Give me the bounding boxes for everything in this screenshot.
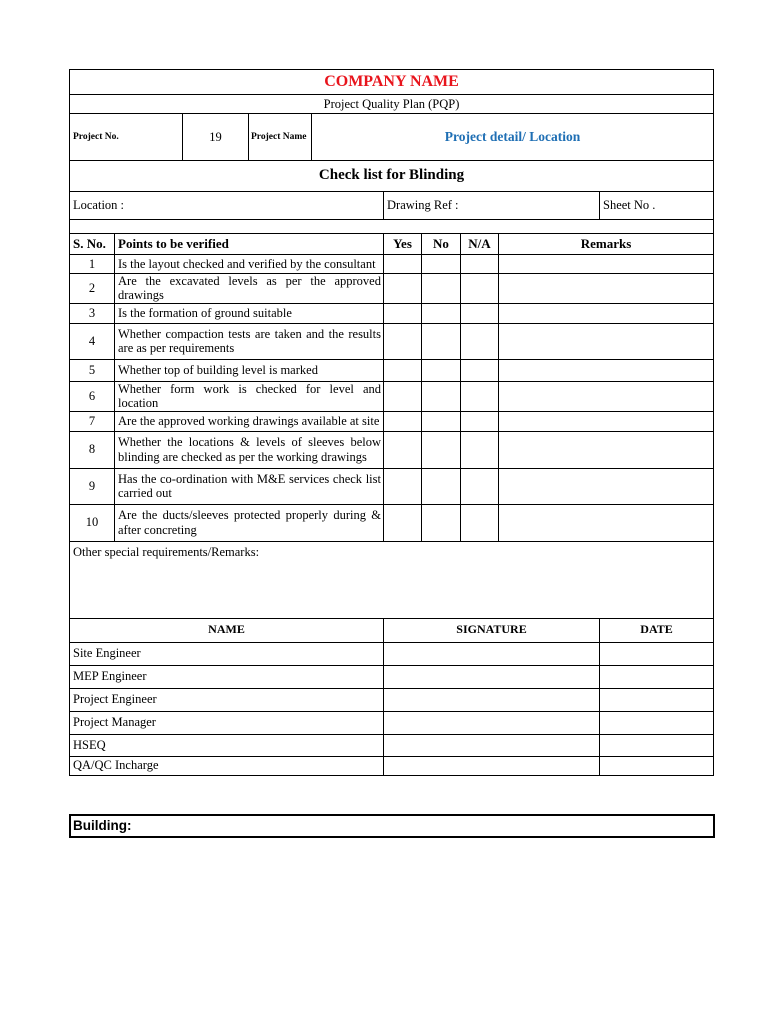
na-cell[interactable] <box>461 274 499 304</box>
sheet-no-field[interactable]: Sheet No . <box>600 192 714 220</box>
date-cell[interactable] <box>600 642 714 665</box>
signoff-row <box>70 642 714 665</box>
date-cell[interactable] <box>600 734 714 756</box>
remarks-area[interactable]: Other special requirements/Remarks: <box>70 541 714 618</box>
signature-cell[interactable] <box>384 642 600 665</box>
no-cell[interactable] <box>422 411 461 431</box>
no-cell[interactable] <box>422 303 461 323</box>
signoff-row <box>70 665 714 688</box>
building-field[interactable]: Building: <box>69 814 715 838</box>
row-point: Are the excavated levels as per the approved drawings <box>115 274 384 304</box>
table-row <box>70 504 714 541</box>
remarks-cell[interactable] <box>499 255 714 274</box>
yes-cell[interactable] <box>384 411 422 431</box>
remarks-cell[interactable] <box>499 274 714 304</box>
table-row <box>70 431 714 468</box>
yes-cell[interactable] <box>384 274 422 304</box>
yes-cell[interactable] <box>384 468 422 504</box>
na-cell[interactable] <box>461 504 499 541</box>
plan-title: Project Quality Plan (PQP) <box>70 95 714 114</box>
signoff-role: Project Engineer <box>70 688 384 711</box>
remarks-cell[interactable] <box>499 323 714 359</box>
table-row <box>70 411 714 431</box>
signature-cell[interactable] <box>384 756 600 775</box>
signoff-row <box>70 711 714 734</box>
signoff-role: Project Manager <box>70 711 384 734</box>
project-no-label: Project No. <box>70 114 183 161</box>
location-field[interactable]: Location : <box>70 192 384 220</box>
yes-cell[interactable] <box>384 504 422 541</box>
row-sno: 5 <box>70 359 115 381</box>
signature-cell[interactable] <box>384 688 600 711</box>
table-row <box>70 381 714 411</box>
signoff-col-date: DATE <box>600 618 714 642</box>
date-cell[interactable] <box>600 688 714 711</box>
col-na: N/A <box>461 234 499 255</box>
na-cell[interactable] <box>461 381 499 411</box>
no-cell[interactable] <box>422 468 461 504</box>
checklist-form <box>69 69 713 776</box>
col-points: Points to be verified <box>115 234 384 255</box>
remarks-cell[interactable] <box>499 468 714 504</box>
row-point: Has the co-ordination with M&E services check list carried out <box>115 468 384 504</box>
signature-cell[interactable] <box>384 734 600 756</box>
yes-cell[interactable] <box>384 323 422 359</box>
signoff-role: MEP Engineer <box>70 665 384 688</box>
col-remarks: Remarks <box>499 234 714 255</box>
row-sno: 4 <box>70 323 115 359</box>
yes-cell[interactable] <box>384 359 422 381</box>
remarks-cell[interactable] <box>499 504 714 541</box>
signoff-col-signature: SIGNATURE <box>384 618 600 642</box>
date-cell[interactable] <box>600 665 714 688</box>
row-sno: 6 <box>70 381 115 411</box>
row-sno: 1 <box>70 255 115 274</box>
yes-cell[interactable] <box>384 303 422 323</box>
na-cell[interactable] <box>461 411 499 431</box>
date-cell[interactable] <box>600 756 714 775</box>
form-table <box>69 69 714 776</box>
no-cell[interactable] <box>422 504 461 541</box>
col-no: No <box>422 234 461 255</box>
project-no-value: 19 <box>183 114 249 161</box>
row-sno: 10 <box>70 504 115 541</box>
table-row <box>70 303 714 323</box>
no-cell[interactable] <box>422 431 461 468</box>
row-point: Whether the locations & levels of sleeves below blinding are checked as per the working drawings <box>115 431 384 468</box>
remarks-cell[interactable] <box>499 381 714 411</box>
drawing-ref-field[interactable]: Drawing Ref : <box>384 192 600 220</box>
spacer-row <box>70 220 714 234</box>
na-cell[interactable] <box>461 431 499 468</box>
na-cell[interactable] <box>461 323 499 359</box>
yes-cell[interactable] <box>384 255 422 274</box>
signature-cell[interactable] <box>384 665 600 688</box>
remarks-cell[interactable] <box>499 359 714 381</box>
table-row <box>70 359 714 381</box>
remarks-cell[interactable] <box>499 411 714 431</box>
row-point: Whether form work is checked for level and location <box>115 381 384 411</box>
no-cell[interactable] <box>422 381 461 411</box>
signoff-row <box>70 734 714 756</box>
no-cell[interactable] <box>422 323 461 359</box>
row-sno: 9 <box>70 468 115 504</box>
remarks-cell[interactable] <box>499 431 714 468</box>
row-point: Are the approved working drawings available at site <box>115 411 384 431</box>
signoff-row <box>70 756 714 775</box>
na-cell[interactable] <box>461 303 499 323</box>
remarks-cell[interactable] <box>499 303 714 323</box>
no-cell[interactable] <box>422 255 461 274</box>
na-cell[interactable] <box>461 255 499 274</box>
date-cell[interactable] <box>600 711 714 734</box>
signoff-role: Site Engineer <box>70 642 384 665</box>
no-cell[interactable] <box>422 359 461 381</box>
yes-cell[interactable] <box>384 431 422 468</box>
project-name-label: Project Name <box>249 114 312 160</box>
col-sno: S. No. <box>70 234 115 255</box>
na-cell[interactable] <box>461 468 499 504</box>
row-point: Are the ducts/sleeves protected properly during & after concreting <box>115 504 384 541</box>
table-row <box>70 255 714 274</box>
company-name: COMPANY NAME <box>70 70 714 95</box>
signoff-role: QA/QC Incharge <box>70 756 384 775</box>
checklist-title: Check list for Blinding <box>70 161 714 192</box>
row-sno: 8 <box>70 431 115 468</box>
no-cell[interactable] <box>422 274 461 304</box>
yes-cell[interactable] <box>384 381 422 411</box>
row-sno: 3 <box>70 303 115 323</box>
table-row <box>70 274 714 304</box>
signature-cell[interactable] <box>384 711 600 734</box>
table-row <box>70 468 714 504</box>
row-point: Whether compaction tests are taken and the results are as per requirements <box>115 323 384 359</box>
na-cell[interactable] <box>461 359 499 381</box>
row-point: Is the layout checked and verified by the consultant <box>115 255 384 274</box>
project-detail: Project detail/ Location <box>444 129 581 145</box>
col-yes: Yes <box>384 234 422 255</box>
row-sno: 2 <box>70 274 115 304</box>
signoff-row <box>70 688 714 711</box>
signoff-role: HSEQ <box>70 734 384 756</box>
signoff-col-name: NAME <box>70 618 384 642</box>
table-row <box>70 323 714 359</box>
row-point: Is the formation of ground suitable <box>115 303 384 323</box>
row-point: Whether top of building level is marked <box>115 359 384 381</box>
row-sno: 7 <box>70 411 115 431</box>
